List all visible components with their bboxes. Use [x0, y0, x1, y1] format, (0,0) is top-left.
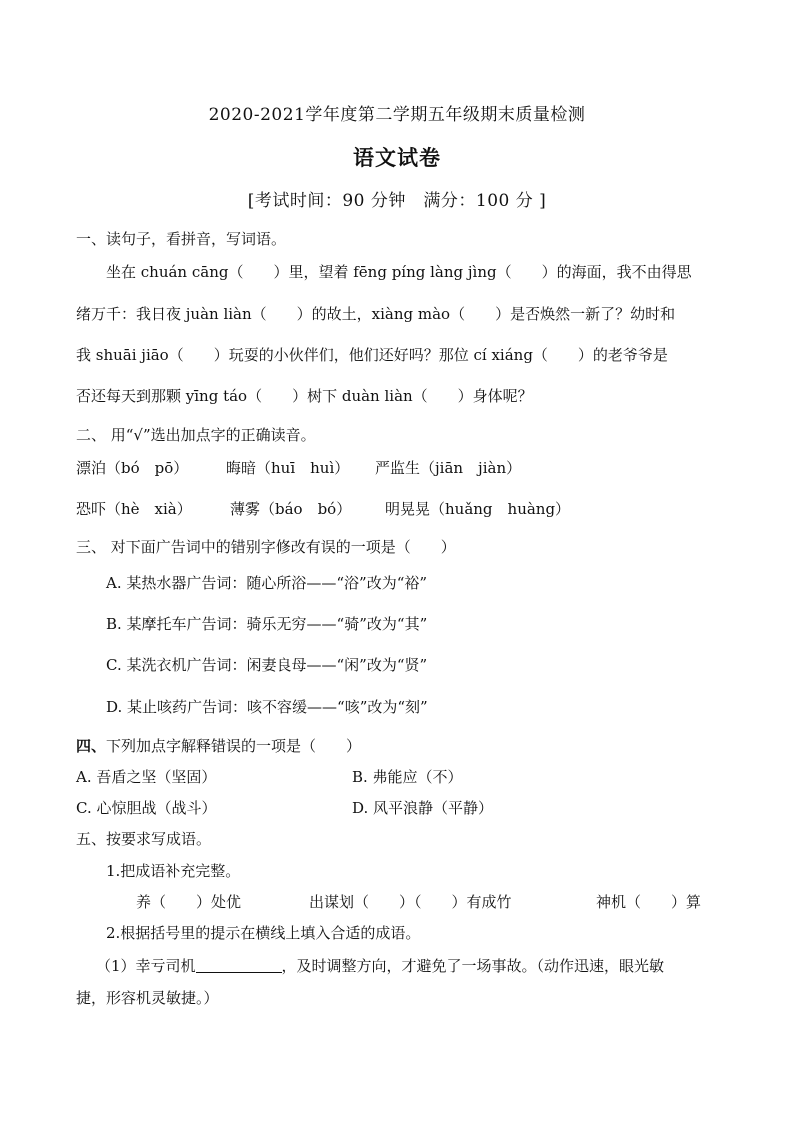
q1-line-4: 否还每天到那颗 yīng táo（ ）树下 duàn liàn（ ）身体呢？ [76, 387, 533, 405]
q5-question-1-cont: 捷，形容机灵敏捷。） [76, 989, 219, 1007]
q4-option-b: B. 弗能应（不） [352, 768, 463, 786]
q4-heading-text: 下列加点字解释错误的一项是（ ） [106, 737, 362, 755]
q1-line-1: 坐在 chuán cāng（ ）里，望着 fēng píng làng jìng（ ）的海面，我不由得思 [106, 263, 692, 281]
q5-sub1: 1.把成语补充完整。 [106, 862, 241, 880]
q5-idiom-item: 出谋划（ ）（ ）有成竹 [309, 893, 512, 911]
q4-option-d: D. 风平浪静（平静） [352, 799, 494, 817]
q5-question-1 [96, 955, 664, 976]
q1-line-3: 我 shuāi jiāo（ ）玩耍的小伙伴们，他们还好吗？那位 cí xiáng（ ）的老爷爷是 [76, 346, 668, 364]
q3-option-c: C. 某洗衣机广告词：闲妻良母——“闲”改为“贤” [106, 656, 428, 674]
q2-item: 薄雾（báo bó） [230, 500, 352, 518]
q1-line-2: 绪万千：我日夜 juàn liàn（ ）的故土，xiàng mào（ ）是否焕然一新了？幼时和 [76, 305, 676, 323]
q5-sub2: 2.根据括号里的提示在横线上填入合适的成语。 [106, 924, 421, 942]
q2-item: 明晃晃（huǎng huàng） [385, 500, 571, 518]
exam-title: 2020-2021学年度第二学期五年级期末质量检测 [208, 105, 586, 125]
q2-heading: 二、 用“√”选出加点字的正确读音。 [76, 426, 316, 444]
q4-option-a: A. 吾盾之坚（坚固） [76, 768, 217, 786]
exam-info: [考试时间：90 分钟 满分：100 分 ] [247, 191, 547, 211]
q3-option-a: A. 某热水器广告词：随心所浴——“浴”改为“裕” [106, 574, 428, 592]
q3-option-d: D. 某止咳药广告词：咳不容缓——“咳”改为“刻” [106, 698, 428, 716]
q1-heading: 一、读句子，看拼音，写词语。 [76, 230, 287, 248]
q4-option-c: C. 心惊胆战（战斗） [76, 799, 217, 817]
q3-heading: 三、 对下面广告词中的错别字修改有误的一项是（ ） [76, 538, 456, 556]
q2-item: 严监生（jiān jiàn） [375, 459, 522, 477]
q5-q1-prefix: （1）幸亏司机 [96, 957, 196, 975]
q3-option-b: B. 某摩托车广告词：骑乐无穷——“骑”改为“其” [106, 615, 428, 633]
exam-subject: 语文试卷 [353, 145, 441, 170]
q4-heading-number: 四、 [76, 737, 107, 755]
q5-heading: 五、按要求写成语。 [76, 830, 212, 848]
q2-item: 晦暗（huī huì） [226, 459, 350, 477]
answer-blank[interactable] [196, 958, 282, 973]
q4-heading [76, 735, 361, 756]
q5-idiom-item: 养（ ）处优 [136, 893, 242, 911]
q2-item: 漂泊（bó pō） [76, 459, 189, 477]
q5-idiom-item: 神机（ ）算 [596, 893, 702, 911]
q2-item: 恐吓（hè xià） [76, 500, 192, 518]
q5-q1-suffix: ，及时调整方向，才避免了一场事故。（动作迅速，眼光敏 [281, 957, 665, 975]
